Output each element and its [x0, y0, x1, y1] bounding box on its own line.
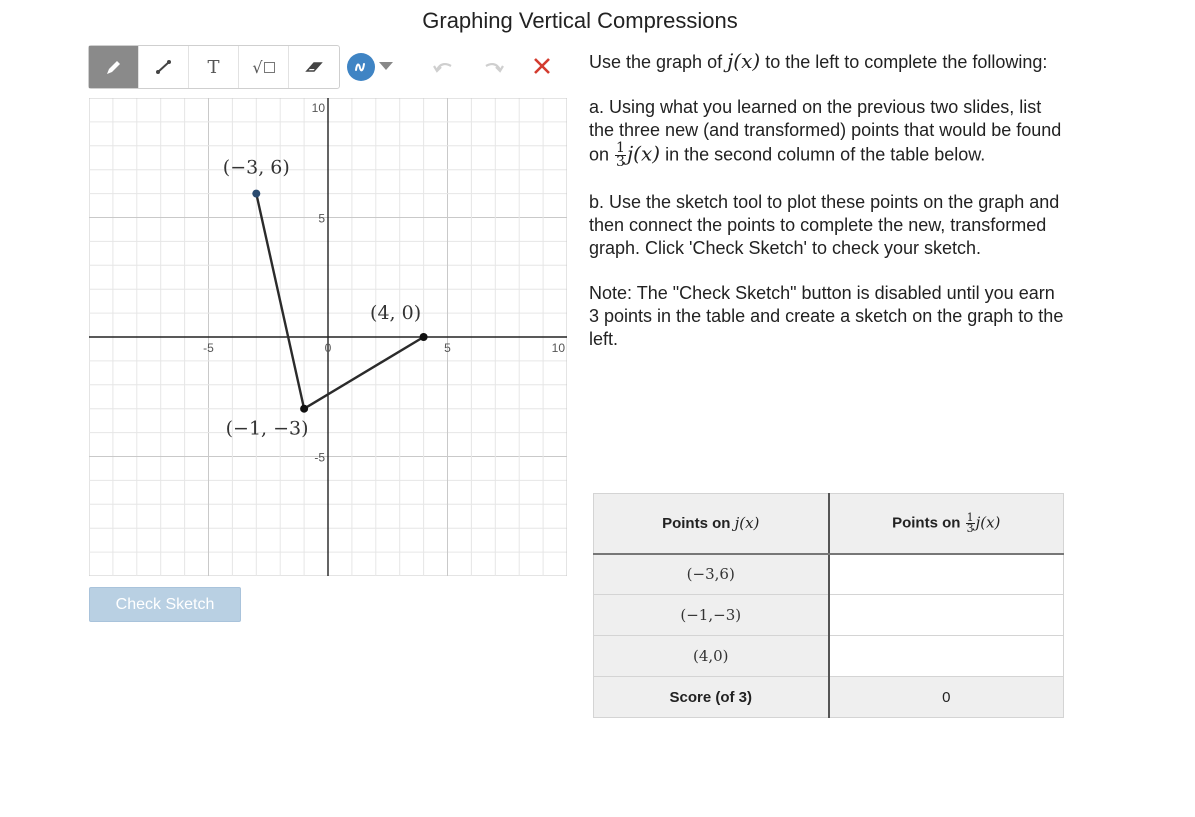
x-tick-label: 5	[444, 341, 451, 355]
part-a-text-after: in the second column of the table below.	[665, 144, 986, 165]
y-tick-label: 10	[311, 101, 325, 115]
given-point-cell: (−1,−3)	[594, 595, 829, 636]
part-a-function: j(x)	[626, 141, 661, 166]
part-a-paragraph	[589, 96, 1069, 169]
note-paragraph: Note: The "Check Sketch" button is disabled until you earn 3 points in the table and create a sketch on the graph to the left.	[589, 283, 1064, 349]
pencil-tool-button[interactable]	[89, 46, 139, 88]
squiggle-icon	[353, 59, 369, 75]
close-icon	[531, 55, 553, 77]
table-row	[594, 636, 1064, 677]
answer-input-cell[interactable]	[829, 636, 1064, 677]
graph-point	[252, 190, 260, 198]
table-row	[594, 554, 1064, 595]
eraser-tool-button[interactable]	[289, 46, 339, 88]
intro-paragraph	[589, 50, 1069, 74]
score-label: Score (of 3)	[594, 677, 829, 718]
intro-function: j(x)	[727, 49, 761, 73]
col1-header	[594, 494, 829, 554]
y-tick-label: -5	[314, 450, 325, 465]
text-tool-button[interactable]: T	[189, 46, 239, 88]
col2-header	[829, 494, 1064, 554]
eraser-icon	[304, 57, 324, 77]
color-picker-button[interactable]	[347, 53, 375, 81]
score-row	[594, 677, 1064, 718]
given-point-cell: (−3,6)	[594, 554, 829, 595]
col1-header-text: Points on	[662, 515, 731, 533]
one-third-fraction	[615, 142, 626, 169]
graph-point	[420, 333, 428, 341]
tool-group	[88, 45, 340, 89]
undo-icon	[431, 57, 455, 77]
col2-header-function: j(x)	[975, 513, 1001, 532]
intro-text-after: to the left to complete the following:	[765, 52, 1048, 72]
col2-header-text: Points on	[892, 514, 961, 532]
redo-icon	[482, 57, 506, 77]
instructions	[589, 50, 1069, 351]
point-label: (4, 0)	[370, 302, 422, 324]
page-title: Graphing Vertical Compressions	[422, 8, 738, 33]
part-a-text-before: a. Using what you learned on the previous two slides, list the three new (and transformed) points that would be found on	[589, 97, 1062, 165]
col2-fraction-denominator: 3	[966, 521, 974, 535]
y-tick-label: 5	[318, 211, 325, 226]
points-table	[593, 493, 1064, 718]
answer-input-cell[interactable]	[829, 554, 1064, 595]
pencil-icon	[104, 57, 124, 77]
x-tick-label: 10	[551, 341, 565, 355]
coordinate-graph[interactable]	[89, 98, 567, 576]
col1-header-function: j(x)	[734, 514, 760, 533]
intro-text-before: Use the graph of	[589, 52, 723, 72]
part-b-paragraph: b. Use the sketch tool to plot these points on the graph and then connect the points to complete the new, transformed graph. Click 'Check Sketch' to check your sketch.	[589, 192, 1060, 258]
point-label: (−1, −3)	[225, 417, 309, 440]
x-tick-label: -5	[203, 341, 214, 355]
line-icon	[154, 57, 174, 77]
point-label: (−3, 6)	[222, 156, 290, 179]
undo-button[interactable]	[431, 57, 455, 82]
sqrt-icon: √	[252, 57, 263, 77]
clear-sketch-button[interactable]	[531, 55, 553, 82]
fraction-numerator: 1	[616, 140, 625, 156]
redo-button[interactable]	[482, 57, 506, 82]
check-sketch-button[interactable]: Check Sketch	[89, 587, 241, 622]
color-dropdown-caret-icon[interactable]	[379, 62, 393, 70]
x-tick-label: 0	[324, 341, 332, 355]
answer-input-cell[interactable]	[829, 595, 1064, 636]
table-header-row	[594, 494, 1064, 554]
col2-fraction-numerator: 1	[966, 510, 974, 524]
score-value: 0	[829, 677, 1064, 718]
line-tool-button[interactable]	[139, 46, 189, 88]
table-row	[594, 595, 1064, 636]
equation-tool-button[interactable]	[239, 46, 289, 88]
given-point-cell: (4,0)	[594, 636, 829, 677]
sketch-toolbar	[88, 45, 568, 89]
graph-point	[300, 405, 308, 413]
col2-fraction	[966, 510, 975, 535]
box-icon	[264, 62, 275, 73]
fraction-denominator: 3	[616, 154, 625, 170]
